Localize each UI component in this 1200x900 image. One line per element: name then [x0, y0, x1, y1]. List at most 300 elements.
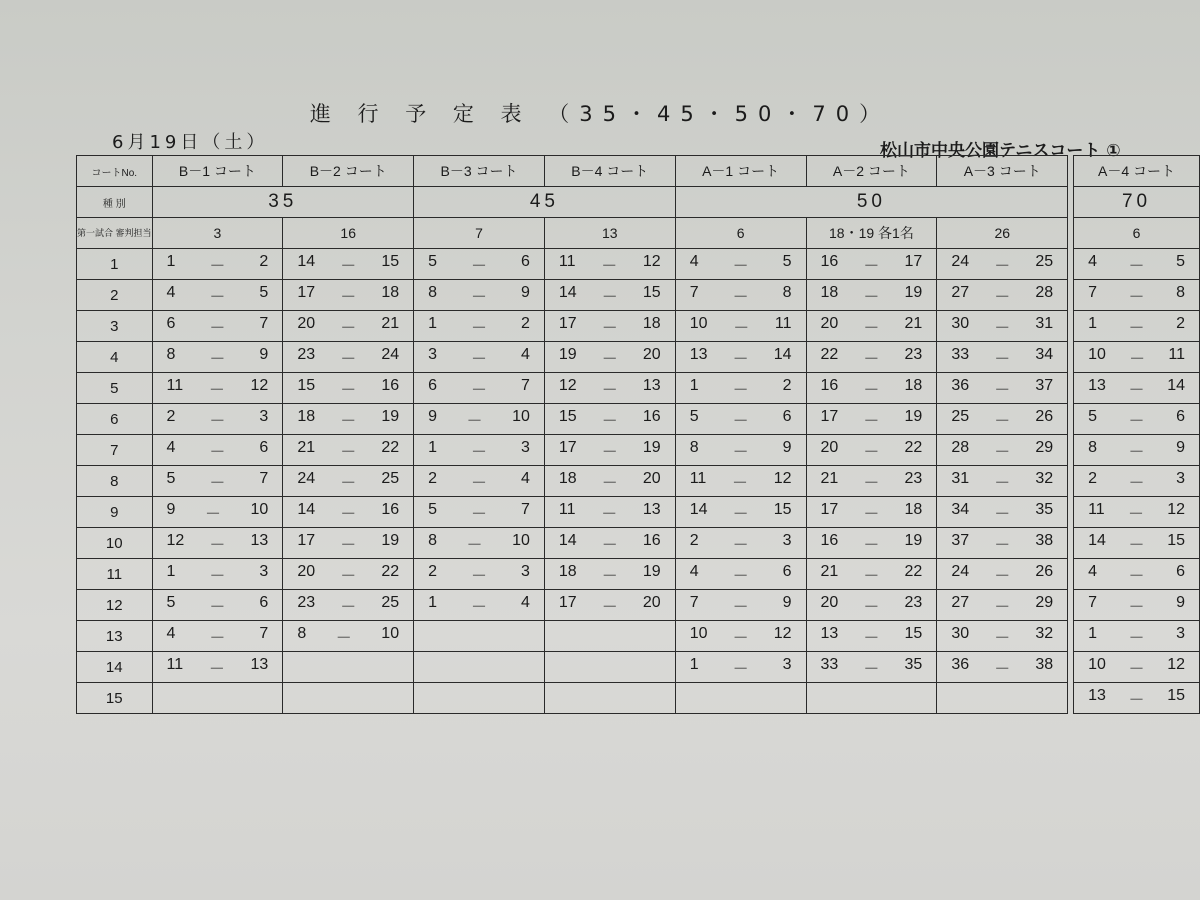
match-pairing [807, 315, 937, 338]
team-a: 21 [820, 562, 839, 580]
team-a: 7 [1088, 283, 1097, 301]
match-pairing [937, 563, 1067, 586]
match-cell [937, 342, 1068, 373]
match-pairing [676, 625, 806, 648]
versus-dash: － [994, 412, 1011, 430]
team-a: 3 [428, 345, 438, 363]
team-b: 19 [381, 531, 400, 549]
match-pairing [807, 594, 937, 617]
team-a: 20 [820, 438, 839, 456]
team-a: 27 [951, 283, 970, 301]
team-b: 32 [1035, 469, 1054, 487]
versus-dash: － [209, 319, 226, 337]
team-a: 5 [1088, 407, 1097, 425]
match-pairing [414, 253, 544, 276]
match-cell [806, 342, 937, 373]
round-number: 11 [77, 559, 153, 590]
match-cell [544, 249, 675, 280]
match-pairing [807, 532, 937, 555]
match-row [77, 497, 1200, 528]
round-number: 3 [77, 311, 153, 342]
team-b: 2 [259, 252, 269, 270]
team-b: 19 [904, 531, 923, 549]
team-a: 16 [820, 531, 839, 549]
match-cell [544, 342, 675, 373]
versus-dash: － [601, 505, 618, 523]
versus-dash: － [1128, 567, 1145, 585]
match-row [77, 311, 1200, 342]
match-pairing [153, 408, 283, 431]
team-b: 9 [782, 593, 792, 611]
match-pairing [414, 284, 544, 307]
match-pairing [414, 315, 544, 338]
team-b: 13 [250, 531, 269, 549]
versus-dash: － [340, 257, 357, 275]
versus-dash: － [601, 598, 618, 616]
match-cell [806, 559, 937, 590]
versus-dash: － [863, 381, 880, 399]
versus-dash: － [732, 288, 749, 306]
team-a: 25 [951, 407, 970, 425]
team-a: 17 [820, 500, 839, 518]
team-a: 9 [166, 500, 176, 518]
team-b: 13 [642, 500, 661, 518]
match-pairing [676, 594, 806, 617]
team-a: 13 [1088, 686, 1106, 704]
match-cell [544, 621, 675, 652]
team-a: 30 [951, 314, 970, 332]
team-b: 25 [381, 593, 400, 611]
match-row [77, 528, 1200, 559]
team-a: 18 [558, 469, 577, 487]
umpire-label: 第一試合 審判担当 [77, 218, 153, 249]
team-a: 10 [1088, 655, 1106, 673]
versus-dash: － [601, 474, 618, 492]
versus-dash: － [340, 567, 357, 585]
versus-dash: － [732, 598, 749, 616]
team-b: 9 [521, 283, 530, 301]
match-pairing [676, 501, 806, 524]
match-cell [806, 435, 937, 466]
versus-dash: － [1128, 660, 1145, 678]
match-cell [152, 373, 283, 404]
match-pairing [283, 253, 413, 276]
match-pairing [545, 284, 675, 307]
match-pairing [937, 408, 1067, 431]
team-b: 12 [773, 469, 792, 487]
team-b: 3 [782, 655, 792, 673]
team-a: 33 [951, 345, 970, 363]
versus-dash: － [732, 257, 749, 275]
team-a: 17 [558, 314, 577, 332]
match-row [77, 249, 1200, 280]
team-b: 21 [381, 314, 400, 332]
court-b1: B－1 コート [152, 156, 283, 187]
match-pairing [1074, 563, 1199, 586]
team-b: 29 [1035, 438, 1054, 456]
team-a: 4 [166, 283, 176, 301]
match-cell [1074, 683, 1200, 714]
team-a: 16 [820, 252, 839, 270]
team-a: 14 [558, 283, 577, 301]
match-pairing [283, 563, 413, 586]
match-pairing [937, 315, 1067, 338]
versus-dash: － [1128, 319, 1145, 337]
team-b: 3 [1176, 469, 1185, 487]
team-a: 1 [428, 593, 438, 611]
match-cell [152, 435, 283, 466]
team-a: 2 [166, 407, 176, 425]
team-a: 31 [951, 469, 970, 487]
team-b: 2 [782, 376, 792, 394]
round-number: 2 [77, 280, 153, 311]
match-cell [675, 373, 806, 404]
match-row [77, 435, 1200, 466]
versus-dash: － [732, 443, 749, 461]
versus-dash: － [1128, 691, 1145, 709]
umpire-row [77, 218, 1200, 249]
match-row [77, 621, 1200, 652]
match-pairing [807, 470, 937, 493]
team-b: 23 [904, 469, 923, 487]
team-a: 6 [428, 376, 438, 394]
match-pairing [807, 408, 937, 431]
match-cell [675, 404, 806, 435]
team-b: 20 [642, 345, 661, 363]
venue-name: 松山市中央公園テニスコート ① [880, 141, 1121, 161]
team-a: 37 [951, 531, 970, 549]
match-row [77, 559, 1200, 590]
match-pairing [545, 563, 675, 586]
team-a: 4 [166, 438, 176, 456]
versus-dash: － [340, 598, 357, 616]
versus-dash: － [994, 660, 1011, 678]
match-cell [806, 249, 937, 280]
match-cell [1074, 404, 1200, 435]
match-pairing [937, 439, 1067, 462]
match-cell [283, 621, 414, 652]
team-b: 15 [381, 252, 400, 270]
match-pairing [414, 439, 544, 462]
match-pairing [807, 563, 937, 586]
category-50: 50 [675, 187, 1067, 218]
umpire-a2: 18・19 各1名 [806, 218, 937, 249]
match-pairing [807, 656, 937, 679]
versus-dash: － [601, 257, 618, 275]
match-cell [1074, 528, 1200, 559]
match-pairing [414, 532, 544, 555]
round-number: 4 [77, 342, 153, 373]
versus-dash: － [1128, 288, 1145, 306]
team-b: 38 [1035, 531, 1054, 549]
category-45: 45 [414, 187, 676, 218]
team-b: 25 [1035, 252, 1054, 270]
team-b: 6 [259, 438, 269, 456]
match-pairing [937, 470, 1067, 493]
match-cell [937, 497, 1068, 528]
team-a: 20 [820, 593, 839, 611]
team-a: 11 [166, 655, 184, 673]
team-a: 13 [820, 624, 839, 642]
team-b: 3 [1176, 624, 1185, 642]
match-pairing [1074, 346, 1199, 369]
match-pairing [807, 625, 937, 648]
match-pairing [676, 377, 806, 400]
match-pairing [283, 377, 413, 400]
category-row [77, 187, 1200, 218]
versus-dash: － [732, 629, 749, 647]
match-pairing [414, 377, 544, 400]
match-cell [544, 280, 675, 311]
team-b: 12 [1167, 655, 1185, 673]
team-b: 10 [250, 500, 269, 518]
match-cell [675, 466, 806, 497]
versus-dash: － [863, 319, 880, 337]
versus-dash: － [994, 629, 1011, 647]
team-a: 24 [951, 252, 970, 270]
team-a: 4 [689, 562, 699, 580]
match-cell [937, 311, 1068, 342]
match-cell [414, 280, 545, 311]
match-cell [544, 497, 675, 528]
versus-dash: － [994, 319, 1011, 337]
versus-dash: － [208, 660, 225, 678]
versus-dash: － [994, 505, 1011, 523]
team-b: 10 [512, 407, 530, 425]
match-cell [675, 652, 806, 683]
team-a: 2 [428, 469, 438, 487]
match-cell [414, 652, 545, 683]
versus-dash: － [340, 536, 357, 554]
match-cell [152, 683, 283, 714]
match-cell [806, 590, 937, 621]
match-cell [937, 404, 1068, 435]
versus-dash: － [732, 505, 749, 523]
team-b: 13 [642, 376, 661, 394]
court-b4: B－4 コート [544, 156, 675, 187]
versus-dash: － [863, 536, 880, 554]
team-a: 11 [166, 376, 184, 394]
umpire-a4: 6 [1074, 218, 1200, 249]
match-cell [1074, 497, 1200, 528]
versus-dash: － [601, 412, 618, 430]
round-number: 14 [77, 652, 153, 683]
team-a: 7 [689, 593, 699, 611]
match-cell [1074, 559, 1200, 590]
match-pairing [545, 315, 675, 338]
court-a1: A－1 コート [675, 156, 806, 187]
versus-dash: － [601, 319, 618, 337]
team-a: 8 [428, 531, 438, 549]
match-cell [937, 528, 1068, 559]
versus-dash: － [994, 381, 1011, 399]
match-cell [806, 311, 937, 342]
versus-dash: － [1128, 629, 1145, 647]
team-b: 12 [642, 252, 661, 270]
team-a: 5 [428, 252, 438, 270]
versus-dash: － [994, 257, 1011, 275]
match-row [77, 466, 1200, 497]
versus-dash: － [340, 288, 357, 306]
match-cell [283, 528, 414, 559]
team-a: 8 [1088, 438, 1097, 456]
versus-dash: － [340, 443, 357, 461]
versus-dash: － [1128, 443, 1145, 461]
team-a: 8 [689, 438, 699, 456]
team-b: 13 [250, 655, 269, 673]
court-b2: B－2 コート [283, 156, 414, 187]
match-cell [1074, 466, 1200, 497]
match-cell [414, 435, 545, 466]
match-cell [152, 559, 283, 590]
match-pairing [676, 408, 806, 431]
court-b3: B－3 コート [414, 156, 545, 187]
versus-dash: － [340, 381, 357, 399]
team-b: 7 [259, 314, 269, 332]
match-cell [1074, 249, 1200, 280]
team-a: 17 [297, 531, 316, 549]
versus-dash: － [601, 381, 618, 399]
match-cell [937, 559, 1068, 590]
versus-dash: － [994, 567, 1011, 585]
versus-dash: － [209, 257, 226, 275]
match-pairing [545, 501, 675, 524]
versus-dash: － [209, 536, 226, 554]
team-a: 2 [689, 531, 699, 549]
match-pairing [283, 532, 413, 555]
match-cell [937, 466, 1068, 497]
versus-dash: － [1128, 536, 1145, 554]
team-b: 18 [904, 500, 923, 518]
team-a: 12 [166, 531, 185, 549]
round-number: 13 [77, 621, 153, 652]
team-a: 17 [558, 438, 577, 456]
match-cell [414, 559, 545, 590]
category-70: 70 [1074, 187, 1200, 218]
match-row [77, 590, 1200, 621]
match-pairing [937, 501, 1067, 524]
court-no-label: コートNo. [77, 156, 153, 187]
match-cell [544, 683, 675, 714]
match-pairing [676, 656, 806, 679]
team-a: 11 [558, 252, 576, 270]
team-a: 24 [297, 469, 316, 487]
team-b: 8 [782, 283, 792, 301]
match-cell [1074, 652, 1200, 683]
versus-dash: － [863, 412, 880, 430]
match-cell [675, 280, 806, 311]
match-cell [675, 342, 806, 373]
team-a: 8 [297, 624, 307, 642]
match-cell [937, 590, 1068, 621]
match-cell [1074, 373, 1200, 404]
team-a: 2 [1088, 469, 1097, 487]
match-cell [1074, 621, 1200, 652]
match-pairing [153, 346, 283, 369]
team-b: 12 [773, 624, 792, 642]
versus-dash: － [863, 598, 880, 616]
team-b: 24 [381, 345, 400, 363]
match-row [77, 404, 1200, 435]
team-a: 11 [689, 469, 707, 487]
umpire-b4: 13 [544, 218, 675, 249]
versus-dash: － [209, 567, 226, 585]
team-b: 7 [521, 500, 530, 518]
versus-dash: － [994, 443, 1011, 461]
team-a: 21 [820, 469, 839, 487]
match-cell [283, 249, 414, 280]
versus-dash: － [1128, 412, 1145, 430]
versus-dash: － [732, 567, 749, 585]
team-a: 14 [689, 500, 708, 518]
match-cell [806, 497, 937, 528]
match-pairing [545, 594, 675, 617]
category-label: 種 別 [77, 187, 153, 218]
team-a: 22 [820, 345, 839, 363]
round-number: 9 [77, 497, 153, 528]
match-pairing [1074, 408, 1199, 431]
match-pairing [676, 284, 806, 307]
match-cell [675, 249, 806, 280]
match-cell [806, 280, 937, 311]
team-a: 27 [951, 593, 970, 611]
match-cell [806, 373, 937, 404]
team-b: 3 [782, 531, 792, 549]
match-cell [806, 528, 937, 559]
versus-dash: － [471, 598, 488, 616]
team-b: 6 [782, 407, 792, 425]
versus-dash: － [601, 350, 618, 368]
team-b: 16 [381, 500, 400, 518]
team-a: 18 [558, 562, 577, 580]
versus-dash: － [471, 350, 488, 368]
match-pairing [807, 501, 937, 524]
match-pairing [676, 532, 806, 555]
versus-dash: － [209, 443, 226, 461]
versus-dash: － [863, 443, 880, 461]
team-b: 11 [774, 314, 792, 332]
versus-dash: － [209, 629, 226, 647]
match-cell [806, 404, 937, 435]
versus-dash: － [209, 474, 226, 492]
match-pairing [937, 284, 1067, 307]
team-a: 1 [1088, 624, 1097, 642]
match-pairing [676, 315, 806, 338]
match-cell [544, 590, 675, 621]
versus-dash: － [471, 567, 488, 585]
team-b: 9 [1176, 593, 1185, 611]
team-a: 11 [558, 500, 576, 518]
match-cell [283, 497, 414, 528]
umpire-a3: 26 [937, 218, 1068, 249]
match-pairing [545, 346, 675, 369]
match-cell [675, 497, 806, 528]
team-a: 36 [951, 655, 970, 673]
match-cell [152, 590, 283, 621]
match-cell [937, 373, 1068, 404]
match-pairing [153, 284, 283, 307]
match-cell [544, 559, 675, 590]
category-35: 35 [152, 187, 414, 218]
match-pairing [283, 284, 413, 307]
team-b: 17 [904, 252, 923, 270]
team-b: 37 [1035, 376, 1054, 394]
team-b: 35 [904, 655, 923, 673]
team-a: 1 [166, 252, 176, 270]
match-cell [937, 435, 1068, 466]
team-b: 6 [1176, 562, 1185, 580]
team-b: 5 [259, 283, 269, 301]
